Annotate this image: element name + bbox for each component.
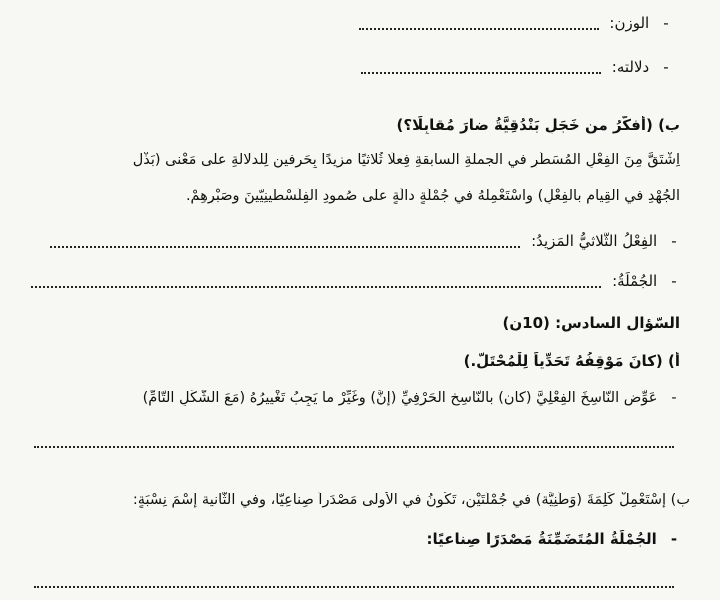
bullet-dash: - xyxy=(663,14,669,32)
bullet-dash: - xyxy=(671,272,677,290)
question6-title: السّؤال السادس: (10ن) xyxy=(502,314,680,332)
part-a-instruction-row xyxy=(30,390,680,406)
wazn-row xyxy=(30,14,672,32)
bullet-dash: - xyxy=(670,530,678,548)
part-b-instruction: ب) إسْتَعْمِلْ كَلِمَةَ (وَطَنِيَّة) في جُمْلَتَيْنِ، تَكُونُ في الأولى مَصْدَراً صِناعِيّا، وفي الثّانية إسْمَ نِسْبَةٍ: xyxy=(132,492,690,508)
part-a-answer-row xyxy=(30,432,680,450)
sentence-row xyxy=(30,272,680,290)
question6-part-a-sentence xyxy=(30,352,680,370)
verb-label: الفِعْلُ الثُّلاثيُّ المَزيدُ: xyxy=(531,232,658,250)
section-b-instruction-line1: اِشْتَقَّ مِنَ الفِعْلِ المُسَطَّرِ في الجملةِ السابقةِ فِعلًا ثُلاثيًا مزيدًا بِحَرفينِ لِلدلالةِ على مَعْنى (بَذْل xyxy=(132,152,680,168)
sentence-answer-line[interactable] xyxy=(31,276,601,288)
part-b-answer-row xyxy=(30,572,680,590)
bullet-dash: - xyxy=(671,232,677,250)
bullet-dash: - xyxy=(663,58,669,76)
part-a-answer-line[interactable] xyxy=(34,436,674,448)
part-b-first-row xyxy=(30,530,680,548)
verb-answer-line[interactable] xyxy=(50,236,520,248)
wazn-answer-line[interactable] xyxy=(359,18,599,30)
part-a-text: أ) (كانَ مَوْقِفُهُ تَحَدِّياً لِلْمُحْتَلّ.) xyxy=(463,352,680,370)
bullet-dash: - xyxy=(671,390,677,406)
part-b-first-label: الجُمْلَةُ المُتَضَمِّنَةُ مَصْدَرًا صِناعيًا: xyxy=(426,530,657,548)
section-b-instruction-line2: الجُهْدِ في القِيامِ بالفِعْلِ) واسْتَعْمِلْهُ في جُمْلَةٍ دالَّةٍ على صُمودِ الفِلَسْطينِيّينَ وصَبْرِهِمْ. xyxy=(185,188,680,204)
dalala-row xyxy=(30,58,672,76)
part-b-answer-line[interactable] xyxy=(34,576,674,588)
wazn-label: الوزن: xyxy=(609,14,650,32)
dalala-answer-line[interactable] xyxy=(361,62,601,74)
section-b-title: ب) (أفكّرُ من خَجَلٍ بَنْدُقِيَّةُ ضارَ مُقابِلًا؟) xyxy=(396,116,680,134)
sentence-label: الجُمْلَةُ: xyxy=(612,272,658,290)
part-a-instruction: عَوِّضِ النّاسِخَ الفِعْلِيَّ (كان) بالنّاسِخِ الحَرْفِيِّ (إنَّ) وغَيِّرْ ما يَجِبُ تَغْييرُهُ (مَعَ الشَّكْلِ التّامِّ) xyxy=(142,390,658,406)
dalala-label: دلالته: xyxy=(611,58,650,76)
verb-row xyxy=(30,232,680,250)
